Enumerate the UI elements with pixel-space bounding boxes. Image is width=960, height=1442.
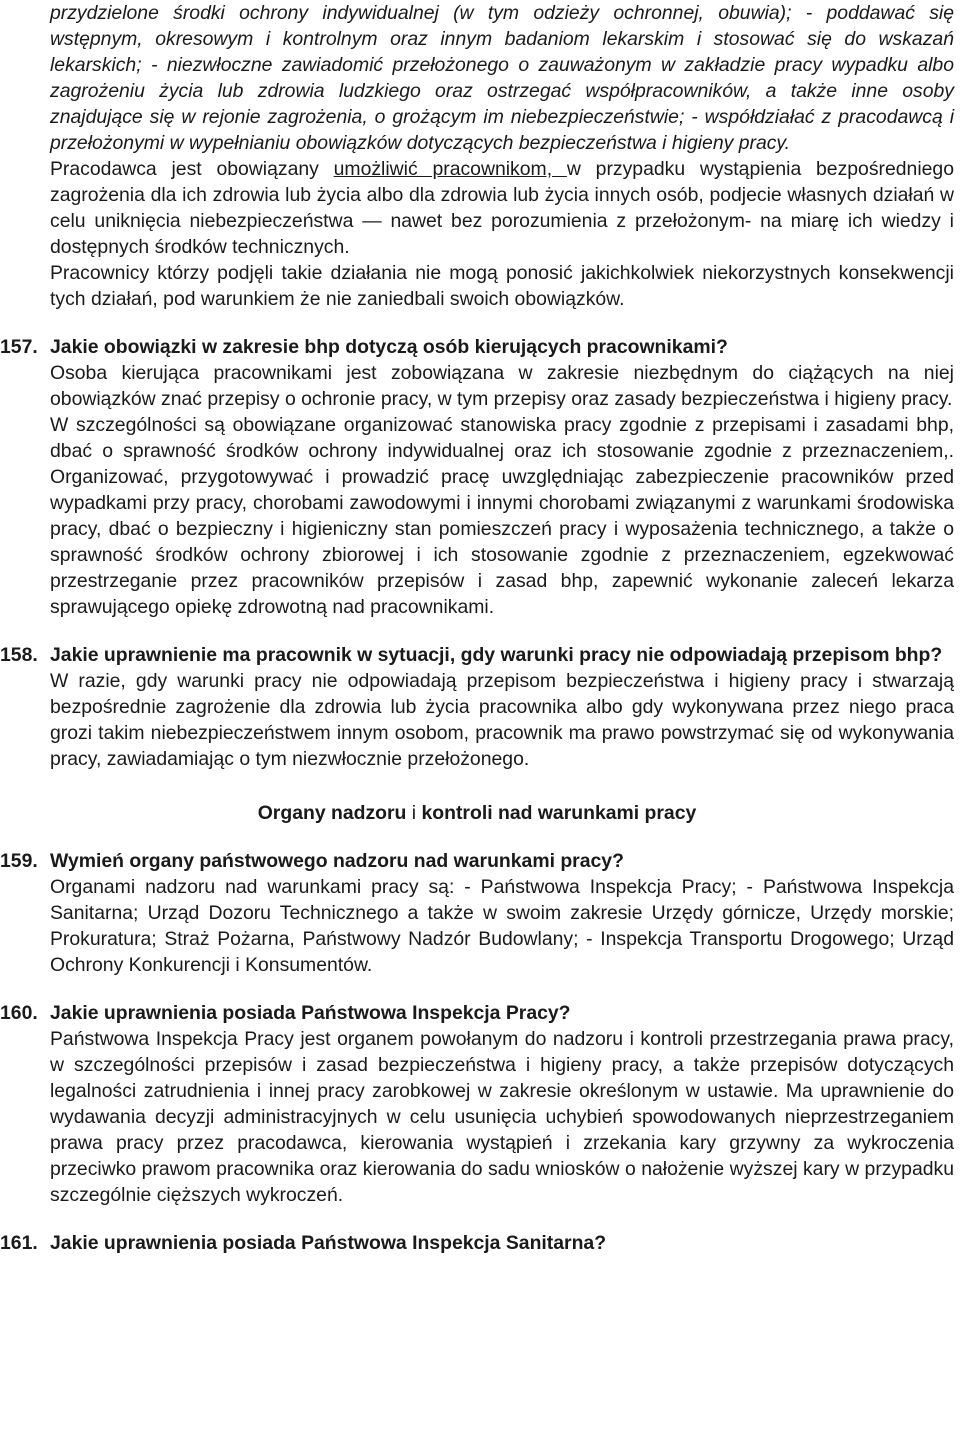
question-160 [0,1000,954,1026]
intro-italic-paragraph: przydzielone środki ochrony indywidualnej (w tym odzieży ochronnej, obuwia); - poddawać się wstępnym, okresowym i kontrolnym oraz innym badaniom lekarskim i stosować się do wskazań lekarskich; - niezwłoczne zawiadomić przełożonego o zauważonym w zakładzie pracy wypadku albo zagrożeniu życia lub zdrowia ludzkiego oraz ostrzegać współpracowników, a także inne osoby znajdujące się w rejonie zagrożenia, o grożącym im niebezpieczeństwie; - współdziałać z pracodawcą i przełożonymi w wypełnianiu obowiązków dotyczących bezpieczeństwa i higieny pracy. [50,2,954,154]
intro-p2-end: w przypadku wystąpienia bezpośredniego zagrożenia dla ich zdrowia lub życia albo dla zdrowia lub życia innych osób, podjecie własnych działań w celu uniknięcia niebezpieczeństwa — nawet bez porozumienia z przełożonym- na miarę ich wiedzy i dostępnych środków technicznych. [50,158,955,258]
answer-paragraph: W szczególności są obowiązane organizować stanowiska pracy zgodnie z przepisami i zasadami bhp, dbać o sprawność środków ochrony indywidualnej oraz ich stosowanie zgodnie z przeznaczeniem,. Organizować, przygotowywać i prowadzić pracę uwzględniając zabezpieczenie pracowników przed wypadkami przy pracy, chorobami zawodowymi i innymi chorobami związanymi z warunkami środowiska pracy, dbać o bezpieczny i higieniczny stan pomieszczeń pracy i wyposażenia technicznego, a także o sprawność środków ochrony zbiorowej i ich stosowanie zgodnie z przeznaczeniem, egzekwować przestrzeganie przez pracowników przepisów i zasad bhp, zapewnić wykonanie zaleceń lekarza sprawującego opiekę zdrowotną nad pracownikami. [50,414,954,618]
intro-paragraph-workers: Pracownicy którzy podjęli takie działania nie mogą ponosić jakichkolwiek niekorzystnych konsekwencji tych działań, pod warunkiem że nie zaniedbali swoich obowiązków. [50,262,954,310]
answer-159 [50,874,954,978]
question-number: 157. [0,336,38,358]
intro-paragraph-employer [50,156,954,260]
answer-paragraph: Osoba kierująca pracownikami jest zobowiązana w zakresie niezbędnym do ciążących na niej obowiązków znać przepisy o ochronie pracy, w tym przepisy oraz zasady bezpieczeństwa i higieny pracy. [50,362,954,410]
question-number: 159. [0,850,38,872]
question-number: 158. [0,644,38,666]
question-number: 160. [0,1002,38,1024]
intro-p2-underlined: umożliwić pracownikom, [333,158,567,180]
question-159 [0,848,954,874]
answer-157 [50,360,954,620]
answer-paragraph: W razie, gdy warunki pracy nie odpowiadają przepisom bezpieczeństwa i higieny pracy i stwarzają bezpośrednie zagrożenie dla zdrowia lub życia pracownika albo gdy wykonywana przez niego praca grozi takim niebezpieczeństwem innym osobom, pracownik ma prawo powstrzymać się od wykonywania pracy, zawiadamiając o tym niezwłocznie przełożonego. [50,670,954,770]
question-158 [0,642,954,668]
answer-paragraph: Organami nadzoru nad warunkami pracy są: - Państwowa Inspekcja Pracy; - Państwowa Inspekcja Sanitarna; Urząd Dozoru Technicznego a także w swoim zakresie Urzędy górnicze, Urzędy morskie; Prokuratura; Straż Pożarna, Państwowy Nadzór Budowlany; - Inspekcja Transportu Drogowego; Urząd Ochrony Konkurencji i Konsumentów. [50,876,954,976]
question-text: Jakie uprawnienie ma pracownik w sytuacji, gdy warunki pracy nie odpowiadają przepisom bhp? [50,644,943,666]
intro-p2-start: Pracodawca jest obowiązany [50,158,334,180]
section-heading-part3: kontroli nad warunkami pracy [416,802,697,824]
question-157 [0,334,954,360]
intro-block [50,0,954,312]
question-text: Wymień organy państwowego nadzoru nad warunkami pracy? [50,850,624,872]
answer-158 [50,668,954,772]
question-text: Jakie uprawnienia posiada Państwowa Inspekcja Sanitarna? [50,1232,607,1254]
section-heading-part2: i [411,802,417,824]
question-161 [0,1230,954,1256]
answer-160 [50,1026,954,1208]
question-number: 161. [0,1232,38,1254]
section-heading [0,800,954,826]
answer-paragraph: Państwowa Inspekcja Pracy jest organem powołanym do nadzoru i kontroli przestrzegania prawa pracy, w szczególności przepisów i zasad bezpieczeństwa i higieny pracy, a także przepisów dotyczących legalności zatrudnienia i innej pracy zarobkowej w zakresie określonym w ustawie. Ma uprawnienie do wydawania decyzji administracyjnych w celu usunięcia uchybień spowodowanych nieprzestrzeganiem prawa pracy przez pracodawca, kierowania wystąpień i zrzekania kary grzywny za wykroczenia przeciwko prawom pracownika oraz kierowania do sadu wniosków o nałożenie wyższej kary w przypadku szczególnie cięższych wykroczeń. [50,1028,954,1206]
question-text: Jakie uprawnienia posiada Państwowa Inspekcja Pracy? [50,1002,571,1024]
section-heading-part1: Organy nadzoru [257,802,412,824]
question-text: Jakie obowiązki w zakresie bhp dotyczą osób kierujących pracownikami? [50,336,728,358]
